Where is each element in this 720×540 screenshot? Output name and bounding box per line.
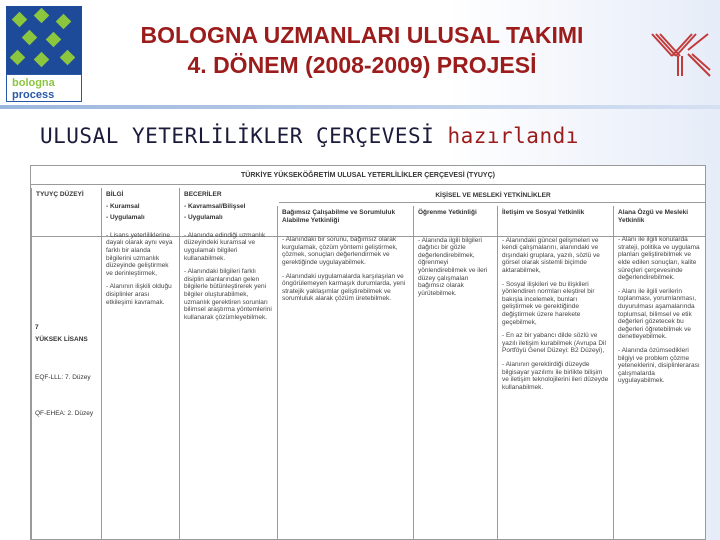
group-rule [279,202,706,203]
eqf-level: EQF-LLL: 7. Düzey [35,374,91,381]
subtitle-main: ULUSAL YETERLİLİKLER ÇERÇEVESİ [40,124,435,148]
level-name: YÜKSEK LİSANS [35,336,88,343]
col-ogrenme: Öğrenme Yetkinliği - Alanında ilgili bilgileri dağıtıcı bir gözle değerlendirebilmek, öğrenmeyi yönlendirebilmek ve ileri düzey çalışmaları bağımsız olarak yürütebilmek. [413,206,497,539]
logo-label: bologna process [6,74,82,102]
level-number: 7 [35,324,39,331]
col-alan: Alana Özgü ve Mesleki Yetkinlik - Alanı ile ilgili konularda strateji, politika ve uygulama planları geliştirebilmek ve elde edilen sonuçları, kalite süreçleri çerçevesinde değerlendirebilmek. - Alanı ile ilgili verilerin toplanması, yorumlanması, duyurulması aşamalarında toplumsal, bilimsel ve etik değerleri gözetecek bu değerleri öğretebilmek ve denetleyebilmek. - Alanında özümsedikleri bilgiyi ve problem çözme yeteneklerini, disiplinlerarası çalışmalarda uygulayabilmek. [613,206,706,539]
col-iletisim: İletişim ve Sosyal Yetkinlik - Alanındaki güncel gelişmeleri ve kendi çalışmalarını, alanındaki ve dışındaki gruplara, yazılı, sözlü ve görsel olarak sistemli biçimde aktarabilmek, - Sosyal ilişkileri ve bu ilişkileri yönlendiren normları eleştirel bir bakışla incelemek, bunları geliştirmek ve gerektiğinde değiştirmek üzere harekete geçebilmek, - En az bir yabancı dilde sözlü ve yazılı iletişim kurabilmek (Avrupa Dil Portföyü Genel Düzeyi: B2 Düzeyi), - Alanının gerektirdiği düzeyde bilgisayar yazılımı ile birlikte bilişim ve iletişim teknolojilerini ileri düzeyde kullanabilmek. [497,206,613,539]
group-header: KİŞİSEL VE MESLEKİ YETKİNLİKLER [435,192,551,199]
qualifications-table [30,165,706,540]
bologna-process-logo [6,6,82,102]
title-line-1: BOLOGNA UZMANLARI ULUSAL TAKIMI [140,22,584,48]
title-line-2: 4. DÖNEM (2008-2009) PROJESİ [187,52,537,78]
col-bilgi: BİLGİ - Kuramsal - Uygulamalı - Lisans yeterliliklerine dayalı olarak aynı veya farklı bir alanda bilgilerini uzmanlık düzeyinde geliştirmek ve derinleştirmek, - Alanının ilişkili olduğu disiplinler arası etkileşimi kavramak. [101,188,179,539]
page-title [92,20,632,80]
qfehea-level: QF-EHEA: 2. Düzey [35,410,94,417]
stars-icon [6,6,82,76]
col-beceri: BECERİLER - Kavramsal/Bilişsel - Uygulamalı - Alanında edindiği uzmanlık düzeyindeki kuramsal ve uygulamalı bilgileri kullanabilmek. - Alanındaki bilgileri farklı disiplin alanlarından gelen bilgilerle bütünleştirerek yeni bilgiler oluşturabilmek, uzmanlık gerektiren sorunları bilimsel araştırma yöntemlerini kullanarak çözümleyebilmek. [179,188,277,539]
header-divider [0,105,720,109]
col-bagimsiz: Bağımsız Çalışabilme ve Sorumluluk Alabilme Yetkinliği - Alanındaki bir sorunu, bağımsız olarak kurgulamak, çözüm yöntemi geliştirmek, çözmek, sonuçları değerlendirmek ve gerektiğinde uygulayabilmek. - Alanındaki uygulamalarda karşılaşılan ve öngörülemeyen karmaşık durumlarda, yeni stratejik yaklaşımlar geliştirebilmek ve sorumluluk alarak çözüm üretebilmek. [277,206,413,539]
slide-subtitle [40,124,710,148]
table-rule [31,184,706,185]
col-level: TYUYÇ DÜZEYİ [31,188,101,539]
table-title: TÜRKİYE YÜKSEKÖĞRETİM ULUSAL YETERLİLİKLER ÇERÇEVESİ (TYUYÇ) [241,172,495,179]
subtitle-highlight: hazırlandı [447,124,579,148]
yok-logo-icon [648,30,712,80]
